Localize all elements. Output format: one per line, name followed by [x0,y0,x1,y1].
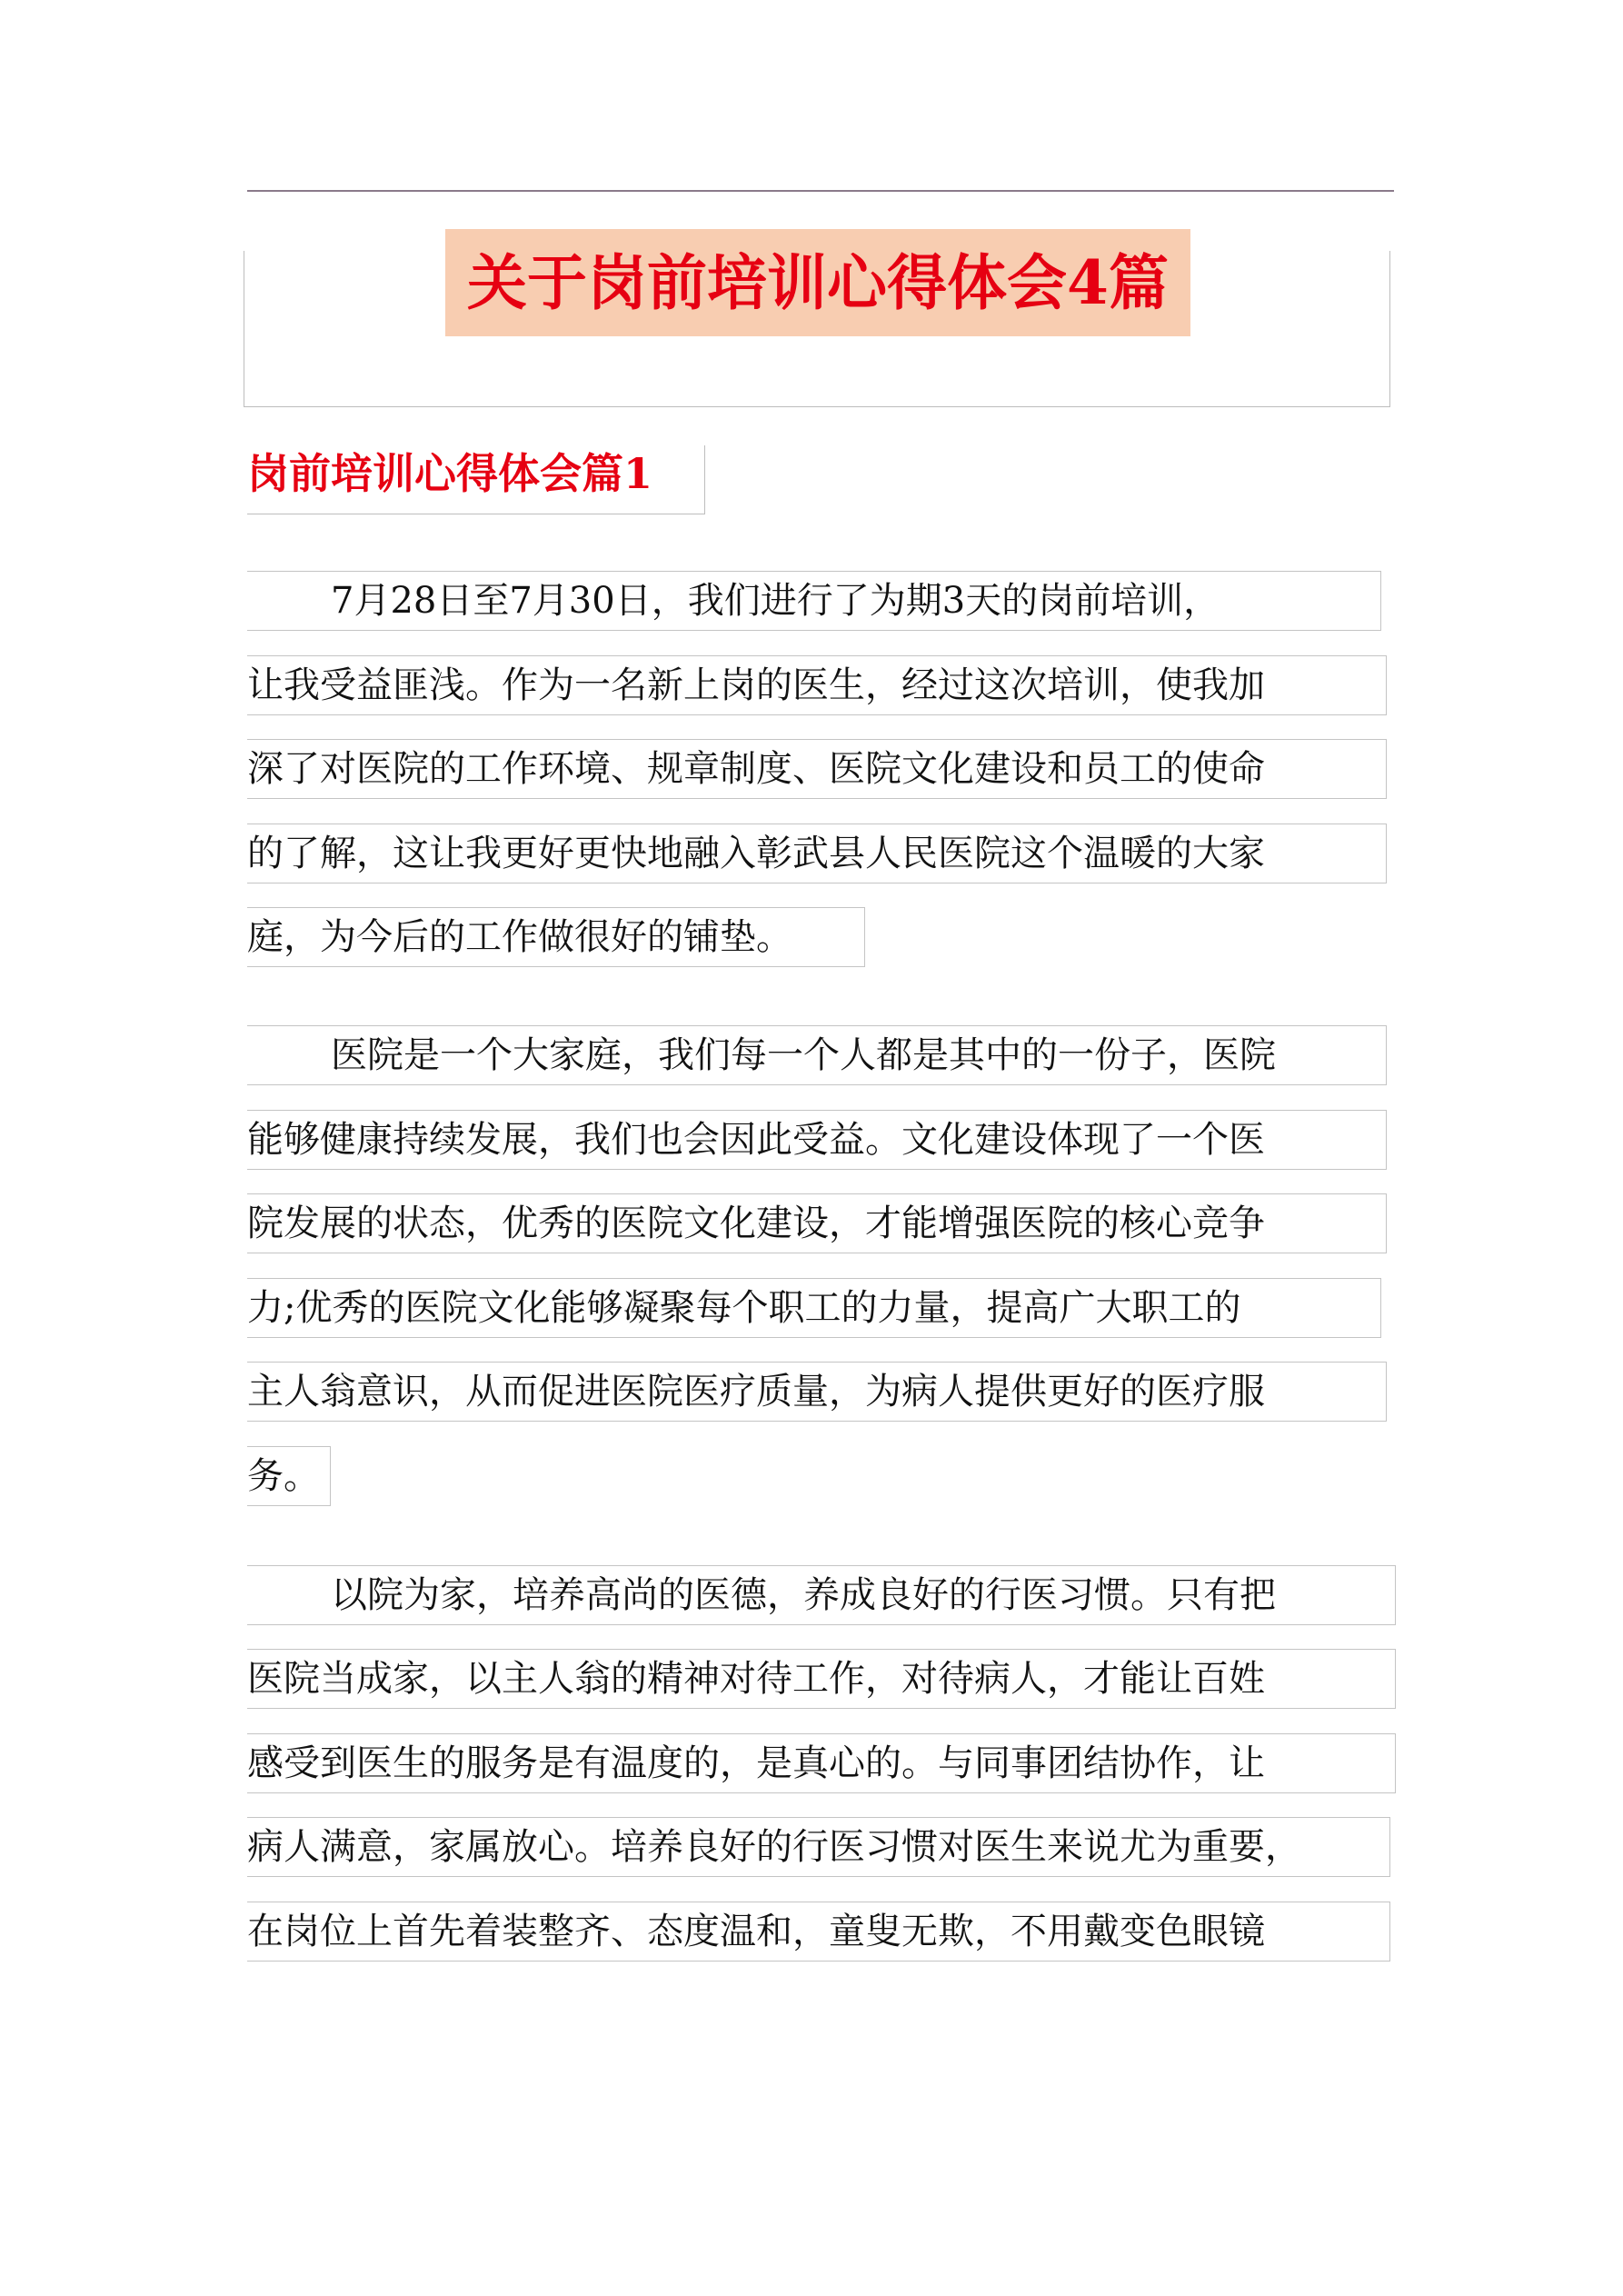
header-rule [247,190,1394,192]
paragraph-3-line-4: 病人满意，家属放心。培养良好的行医习惯对医生来说尤为重要， [247,1817,1390,1877]
paragraph-2-line-5: 主人翁意识，从而促进医院医疗质量，为病人提供更好的医疗服 [247,1362,1387,1422]
paragraph-3-line-3: 感受到医生的服务是有温度的，是真心的。与同事团结协作，让 [247,1733,1396,1793]
paragraph-3-line-2: 医院当成家，以主人翁的精神对待工作，对待病人，才能让百姓 [247,1649,1396,1709]
paragraph-2-line-3: 院发展的状态，优秀的医院文化建设，才能增强医院的核心竞争 [247,1193,1387,1253]
section-heading: 岗前培训心得体会篇1 [247,445,705,514]
document-title: 关于岗前培训心得体会4篇 [445,229,1190,336]
paragraph-3-line-1: 以院为家，培养高尚的医德，养成良好的行医习惯。只有把 [247,1565,1396,1625]
paragraph-2-line-6: 务。 [247,1446,331,1506]
paragraph-1-line-4: 的了解，这让我更好更快地融入彰武县人民医院这个温暖的大家 [247,824,1387,883]
paragraph-2-line-2: 能够健康持续发展，我们也会因此受益。文化建设体现了一个医 [247,1110,1387,1170]
paragraph-1-line-1: 7月28日至7月30日，我们进行了为期3天的岗前培训， [247,571,1381,631]
paragraph-1-line-3: 深了对医院的工作环境、规章制度、医院文化建设和员工的使命 [247,739,1387,799]
paragraph-2-line-4: 力;优秀的医院文化能够凝聚每个职工的力量，提高广大职工的 [247,1278,1381,1338]
paragraph-3-line-5: 在岗位上首先着装整齐、态度温和，童叟无欺，不用戴变色眼镜 [247,1902,1390,1962]
paragraph-1-line-5: 庭，为今后的工作做很好的铺垫。 [247,907,865,967]
paragraph-1-line-2: 让我受益匪浅。作为一名新上岗的医生，经过这次培训，使我加 [247,655,1387,715]
paragraph-2-line-1: 医院是一个大家庭，我们每一个人都是其中的一份子，医院 [247,1025,1387,1085]
